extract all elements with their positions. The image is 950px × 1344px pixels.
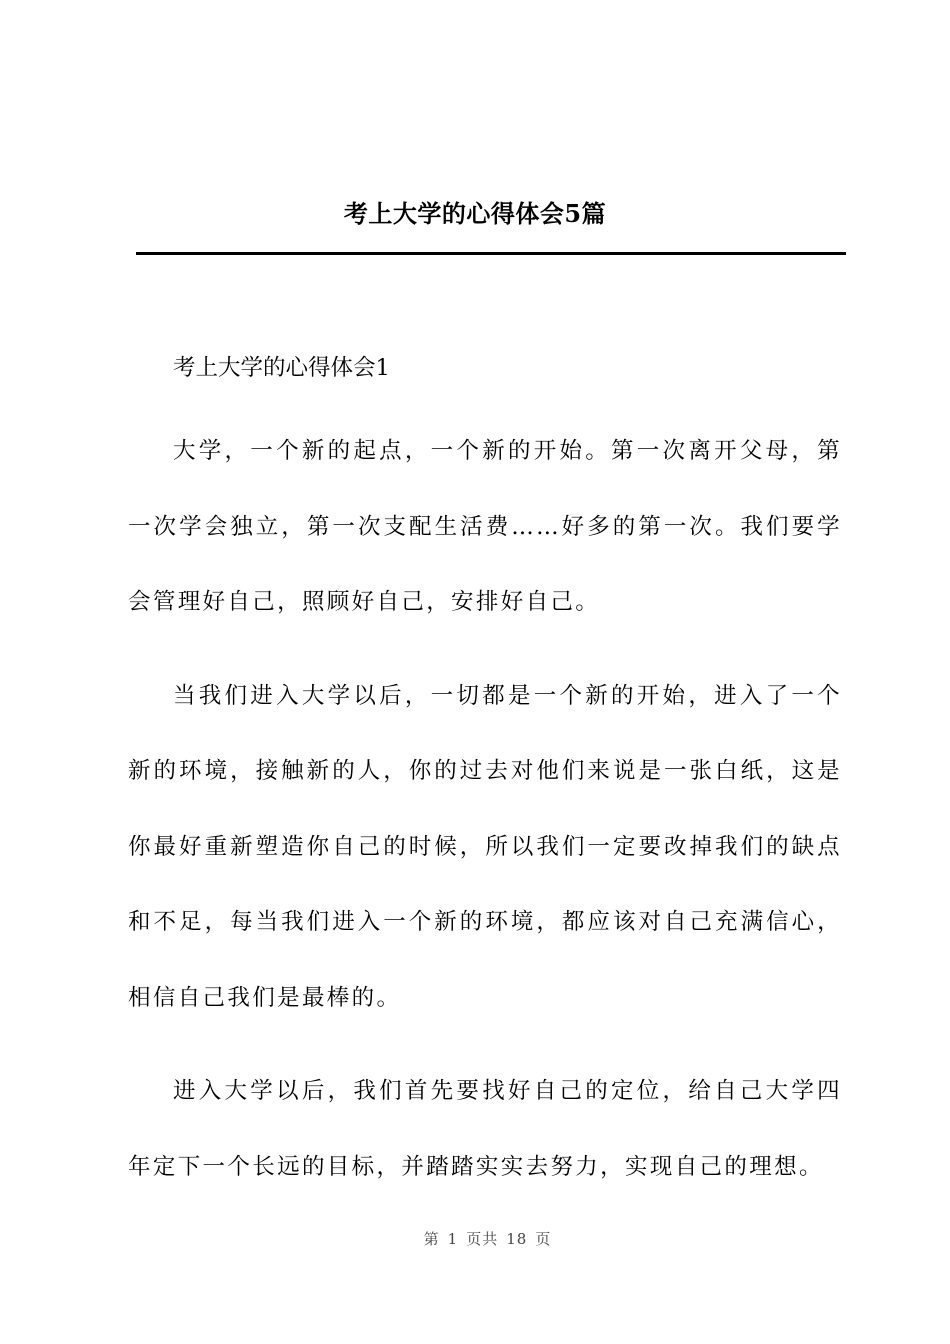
footer-middle: 页共 <box>466 1230 499 1248</box>
footer-suffix: 页 <box>535 1230 552 1248</box>
footer-total-pages: 18 <box>506 1230 528 1248</box>
paragraph: 当我们进入大学以后，一切都是一个新的开始，进入了一个新的环境，接触新的人，你的过去对他们来说是一张白纸，这是你最好重新塑造你自己的时候，所以我们一定要改掉我们的缺点和不足，每当我们进入一个新的环境，都应该对自己充满信心，相信自己我们是最棒的。 <box>128 682 842 1011</box>
paragraph-list <box>128 414 842 1205</box>
paragraph: 进入大学以后，我们首先要找好自己的定位，给自己大学四年定下一个长远的目标，并踏踏实实去努力，实现自己的理想。 <box>128 1078 842 1180</box>
section-heading: 考上大学的心得体会1 <box>173 355 390 381</box>
page-footer <box>0 1228 950 1249</box>
paragraph: 大学，一个新的起点，一个新的开始。第一次离开父母，第一次学会独立，第一次支配生活费……好多的第一次。我们要学会管理好自己，照顾好自己，安排好自己。 <box>128 438 842 615</box>
title-divider <box>136 252 846 255</box>
footer-current-page: 1 <box>447 1230 459 1248</box>
footer-prefix: 第 <box>423 1230 440 1248</box>
page-title: 考上大学的心得体会5篇 <box>343 199 607 228</box>
document-body <box>128 340 842 1205</box>
